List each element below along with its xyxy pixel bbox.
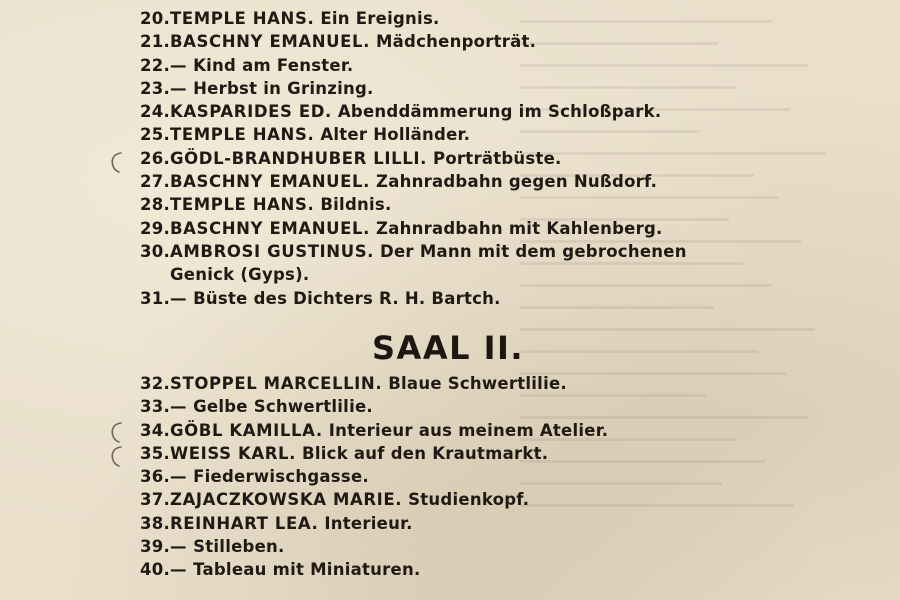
entry-artist: — (170, 537, 188, 557)
entry-number: 26 . (112, 147, 170, 170)
entry-title: Studienkopf. (408, 490, 530, 510)
entry-number: 23 . (112, 77, 170, 100)
list-item (112, 240, 687, 287)
entry-number: 31 . (112, 287, 170, 310)
entry-title: Abenddämmerung im Schloßpark. (337, 102, 662, 122)
entry-number: 34 . (112, 419, 170, 442)
entry-number: 38 . (112, 512, 170, 535)
entry-title: Fiederwischgasse. (193, 467, 369, 487)
pencil-mark-34 (108, 420, 124, 444)
entry-artist: BASCHNY EMANUEL. (170, 218, 370, 238)
list-item (112, 77, 374, 100)
entry-title: Blick auf den Krautmarkt. (302, 443, 549, 463)
list-item (112, 193, 392, 216)
artwork-list-saal-2 (112, 372, 609, 582)
entry-number: 37 . (112, 488, 170, 511)
entry-artist: — (170, 55, 188, 75)
entry-number: 40 . (112, 558, 170, 581)
list-item (112, 217, 663, 240)
entry-artist: ZAJACZKOWSKA MARIE. (170, 490, 403, 510)
entry-artist: WEISS KARL. (170, 443, 297, 463)
entry-number: 36 . (112, 465, 170, 488)
pencil-bracket-icon (108, 420, 124, 444)
entry-artist: — (170, 288, 188, 308)
entry-number: 25 . (112, 123, 170, 146)
list-item (112, 54, 354, 77)
entry-title: Stilleben. (193, 537, 285, 557)
entry-artist: TEMPLE HANS. (170, 125, 315, 145)
entry-artist: — (170, 467, 188, 487)
entry-title: Zahnradbahn mit Kahlenberg. (375, 218, 663, 238)
entry-title-continuation: Genick (Gyps). (170, 265, 310, 285)
list-item (112, 512, 413, 535)
section-heading: SAAL II. (372, 329, 525, 367)
entry-title: Interieur. (324, 513, 413, 533)
entry-artist: TEMPLE HANS. (170, 9, 315, 28)
list-item (112, 488, 530, 511)
entry-number: 27 . (112, 170, 170, 193)
entry-number: 20 . (112, 7, 170, 30)
list-item (112, 558, 421, 581)
pencil-mark-26 (108, 150, 124, 174)
entry-title: Zahnradbahn gegen Nußdorf. (375, 172, 658, 192)
list-item (112, 7, 440, 30)
entry-artist: REINHART LEA. (170, 513, 319, 533)
entry-number: 29 . (112, 217, 170, 240)
entry-title: Ein Ereignis. (320, 9, 440, 28)
list-item (112, 535, 285, 558)
entry-number: 21 . (112, 30, 170, 53)
list-item (112, 287, 501, 310)
entry-number: 28 . (112, 193, 170, 216)
entry-artist: GÖDL-BRANDHUBER LILLI. (170, 148, 427, 168)
entry-title: Herbst in Grinzing. (193, 78, 374, 98)
entry-title: Der Mann mit dem gebrochenen (380, 241, 687, 261)
list-item (112, 465, 369, 488)
entry-number: 39 . (112, 535, 170, 558)
entry-title: Interieur aus meinem Atelier. (328, 420, 609, 440)
entry-title: Porträtbüste. (432, 148, 562, 168)
entry-artist: TEMPLE HANS. (170, 195, 315, 215)
entry-number: 35 . (112, 442, 170, 465)
list-item (112, 30, 537, 53)
entry-title: Alter Holländer. (320, 125, 471, 145)
pencil-mark-35 (108, 444, 124, 468)
entry-title: Gelbe Schwertlilie. (193, 397, 373, 417)
pencil-bracket-icon (108, 150, 124, 174)
entry-number: 30 . (112, 240, 170, 263)
entry-artist: AMBROSI GUSTINUS. (170, 241, 375, 261)
entry-number: 33 . (112, 395, 170, 418)
entry-title: Kind am Fenster. (193, 55, 354, 75)
entry-number: 32 . (112, 372, 170, 395)
entry-title: Büste des Dichters R. H. Bartch. (193, 288, 501, 308)
entry-artist: GÖBL KAMILLA. (170, 420, 323, 440)
entry-number: 22 . (112, 54, 170, 77)
entry-artist: — (170, 397, 188, 417)
entry-artist: BASCHNY EMANUEL. (170, 32, 370, 52)
entry-artist: — (170, 78, 188, 98)
entry-title: Blaue Schwertlilie. (388, 374, 567, 393)
entry-title: Tableau mit Miniaturen. (193, 560, 421, 580)
entry-artist: STOPPEL MARCELLIN. (170, 374, 383, 393)
entry-number: 24 . (112, 100, 170, 123)
entry-artist: KASPARIDES ED. (170, 102, 332, 122)
pencil-bracket-icon (108, 444, 124, 468)
entry-title: Bildnis. (320, 195, 392, 215)
list-item (112, 100, 662, 123)
entry-title: Mädchenporträt. (375, 32, 537, 52)
entry-artist: — (170, 560, 188, 580)
entry-artist: BASCHNY EMANUEL. (170, 172, 370, 192)
list-item (112, 395, 373, 418)
list-item (112, 123, 471, 146)
list-item (112, 372, 567, 395)
